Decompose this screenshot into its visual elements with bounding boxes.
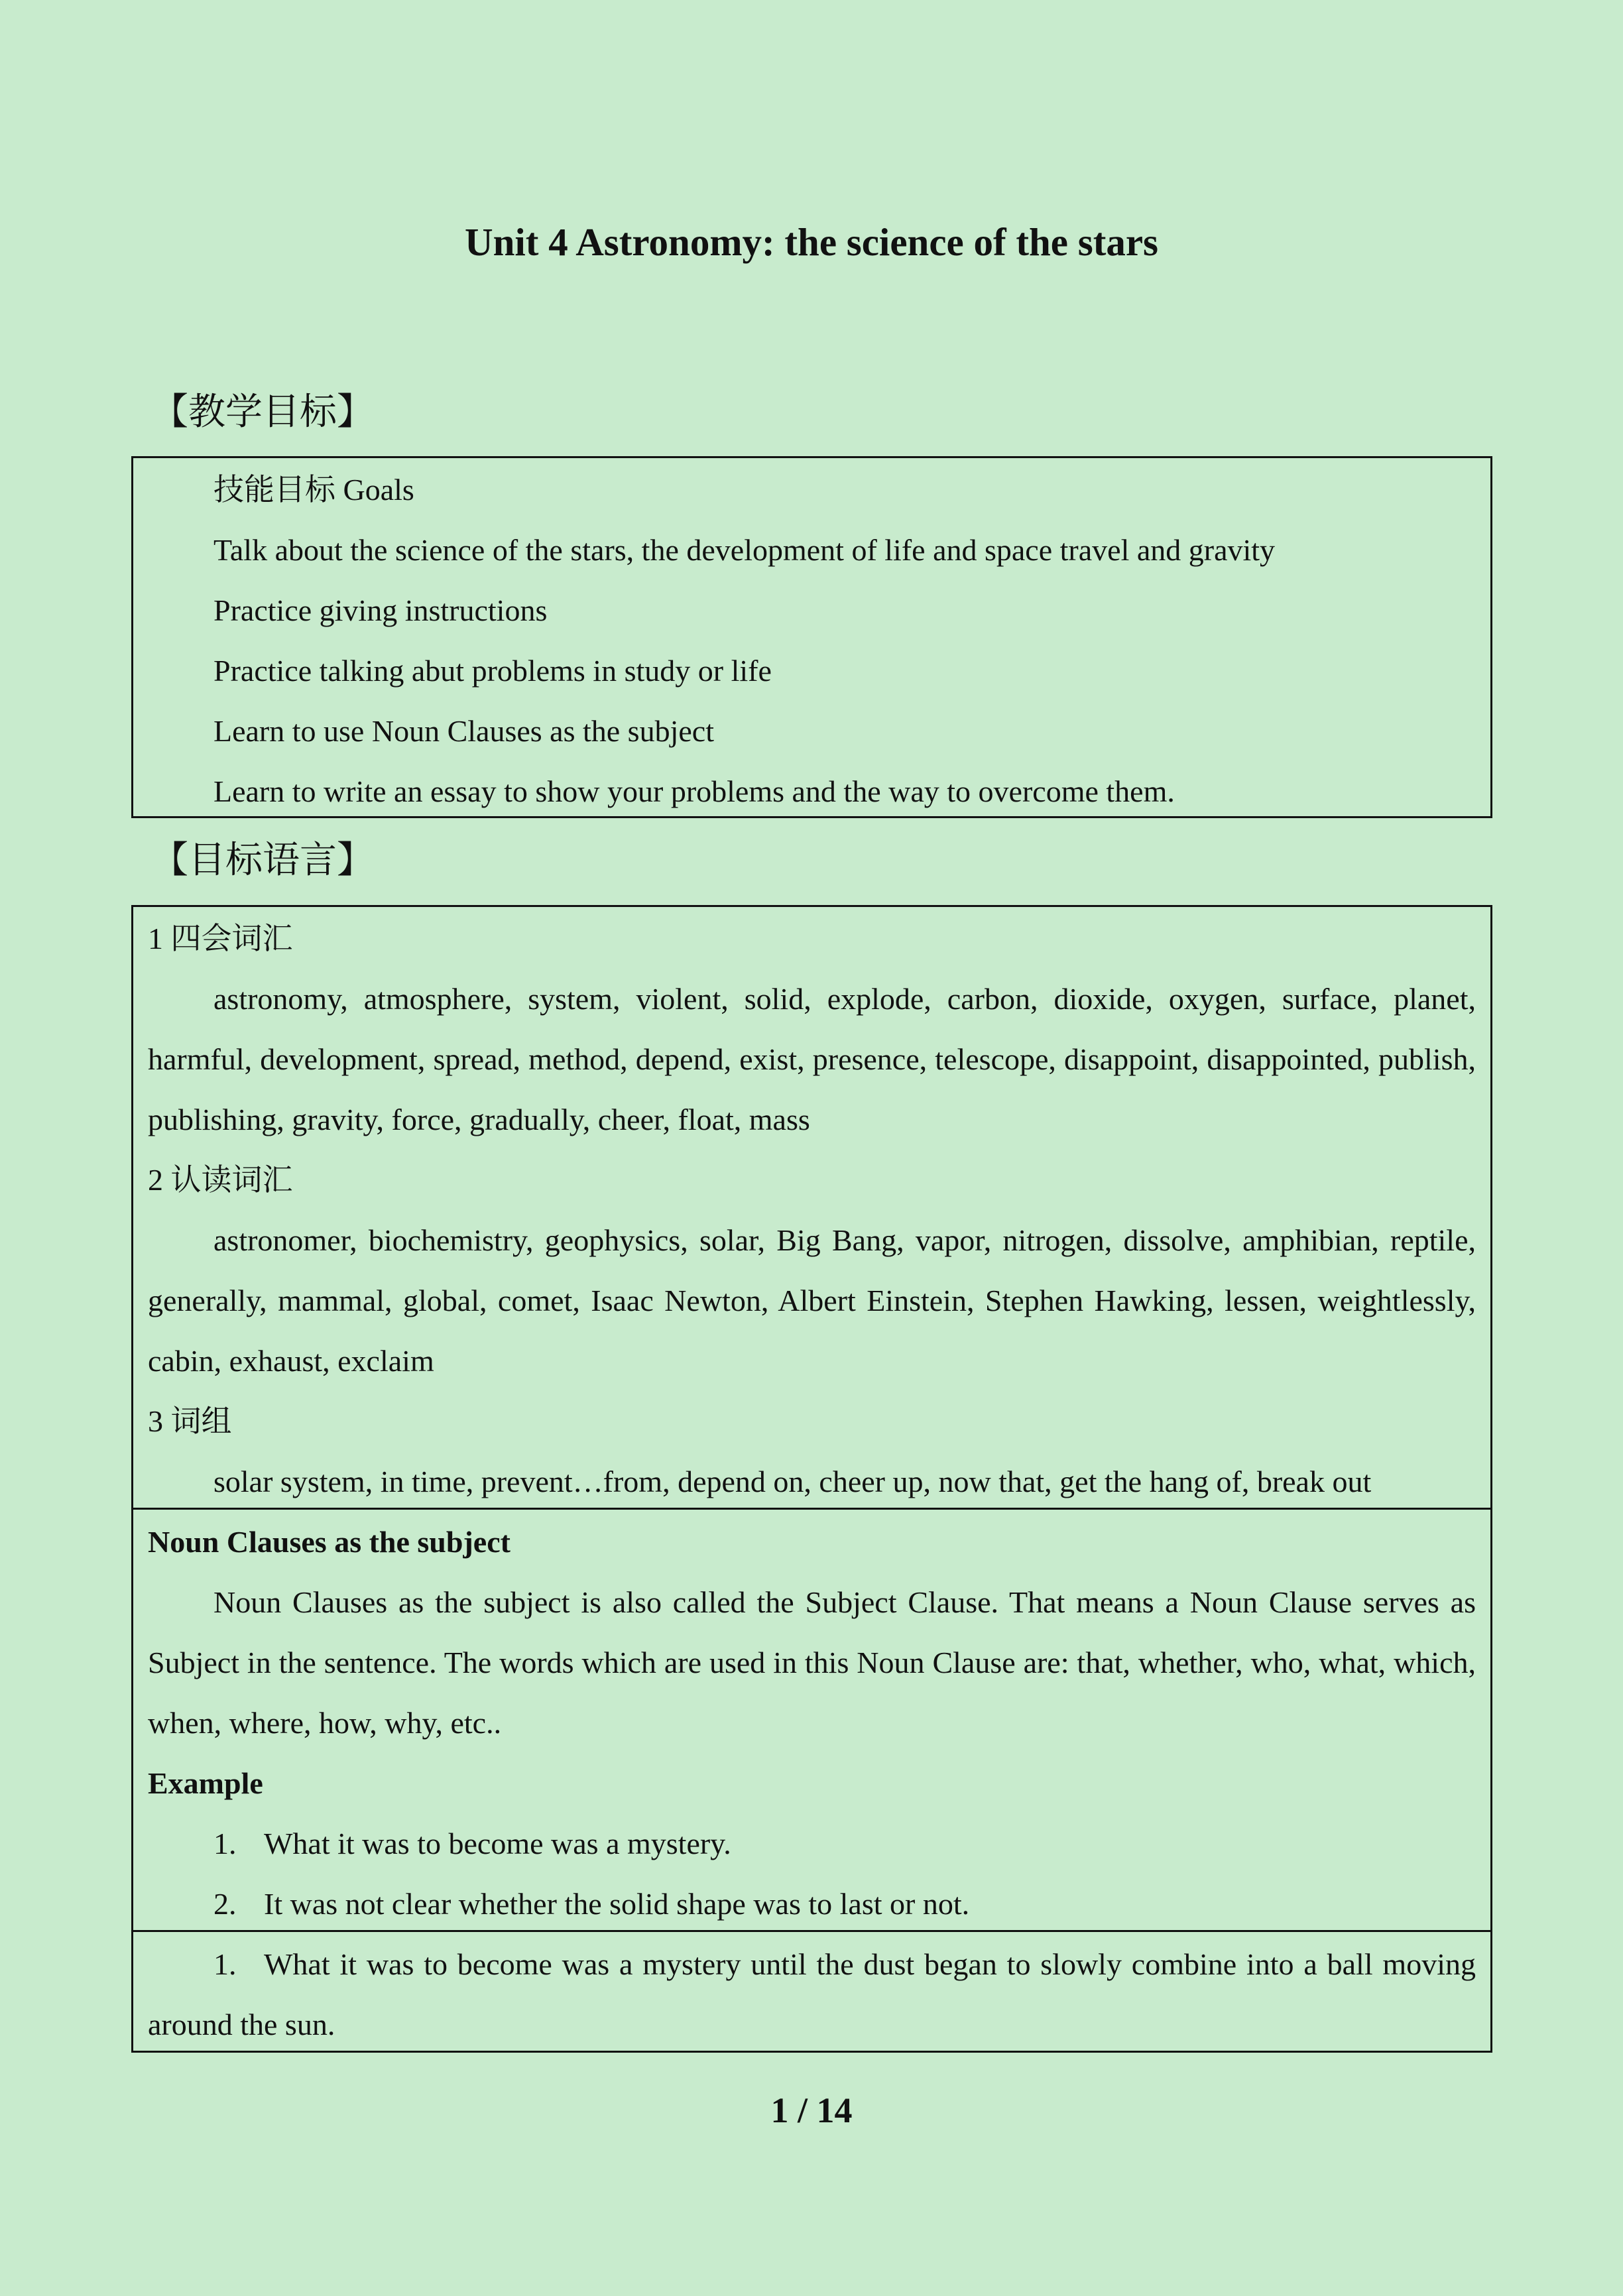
- target-language-box: [131, 905, 1492, 2053]
- goals-line: Practice talking abut problems in study or life: [213, 654, 772, 688]
- example-heading: Example: [148, 1766, 263, 1800]
- table-divider: [133, 1930, 1490, 1932]
- example-item: [148, 1813, 1476, 1874]
- example-text: What it was to become was a mystery.: [264, 1827, 731, 1860]
- table-divider: [133, 1508, 1490, 1510]
- target-language-heading: 【目标语言】: [151, 840, 374, 881]
- goals-line: Talk about the science of the stars, the development of life and space travel and gravity: [213, 533, 1276, 567]
- vocab-text: astronomer, biochemistry, geophysics, solar, Big Bang, vapor, nitrogen, dissolve, amphibian, reptile, generally, mammal, global, comet, Isaac Newton, Albert Einstein, Stephen Hawking, lessen, weightlessly, cabin, exhaust, exclaim: [148, 1223, 1476, 1378]
- vocab-label: 3 词组: [148, 1404, 232, 1438]
- teaching-goals-heading: 【教学目标】: [151, 392, 374, 433]
- document-title: Unit 4 Astronomy: the science of the stars: [464, 220, 1158, 264]
- grammar-text: Noun Clauses as the subject is also called the Subject Clause. That means a Noun Clause serves as Subject in the sentence. The words which are used in this Noun Clause are: that, whether, who, what, which, when, where, how, why, etc..: [148, 1585, 1476, 1740]
- grammar-section: [148, 1512, 1476, 1934]
- goals-line: 技能目标 Goals: [213, 473, 414, 507]
- vocab-section: [148, 908, 1476, 1512]
- sentence-body: What it was to become was a mystery until the dust began to slowly combine into a ball moving around the sun.: [148, 1947, 1476, 2041]
- sentence-section: [148, 1934, 1476, 2055]
- goals-line: Learn to write an essay to show your problems and the way to overcome them.: [213, 774, 1175, 808]
- vocab-text: solar system, in time, prevent…from, depend on, cheer up, now that, get the hang of, break out: [213, 1465, 1372, 1498]
- sentence-number: 1.: [213, 1947, 237, 1981]
- grammar-heading: Noun Clauses as the subject: [148, 1525, 511, 1559]
- goals-line: Practice giving instructions: [213, 593, 548, 627]
- page-number: 1 / 14: [770, 2090, 853, 2130]
- example-text: It was not clear whether the solid shape was to last or not.: [264, 1887, 970, 1921]
- example-item: [148, 1874, 1476, 1934]
- vocab-label: 1 四会词汇: [148, 922, 293, 955]
- goals-line: Learn to use Noun Clauses as the subject: [213, 714, 714, 748]
- teaching-goals-box: [131, 456, 1492, 818]
- vocab-text: astronomy, atmosphere, system, violent, solid, explode, carbon, dioxide, oxygen, surface, planet, harmful, development, spread, method, depend, exist, presence, telescope, disappoint, disappointed, publish, publishing, gravity, force, gradually, cheer, float, mass: [148, 982, 1476, 1136]
- example-number: 2.: [213, 1887, 237, 1921]
- example-number: 1.: [213, 1827, 237, 1860]
- sentence-text: [148, 1934, 1476, 2055]
- vocab-label: 2 认读词汇: [148, 1163, 293, 1197]
